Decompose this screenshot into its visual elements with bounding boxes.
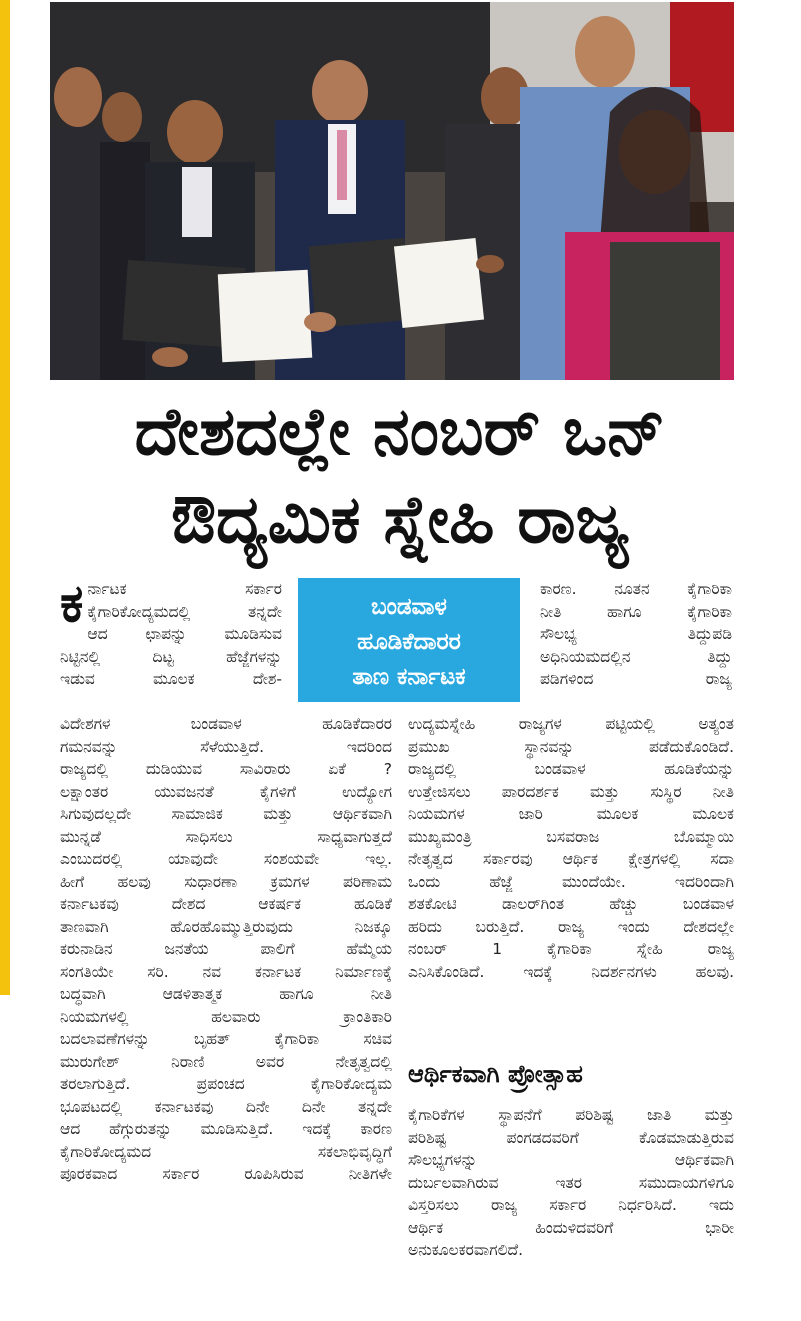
text-line: ಮುನ್ನಡೆ ಸಾಧಿಸಲು ಸಾಧ್ಯವಾಗುತ್ತದೆ [60,827,392,846]
highlight-box [298,578,520,702]
text-line: ಆದ ಛಾಪನ್ನು ಮೂಡಿಸುವ [87,625,282,643]
text-line: ತರಲಾಗುತ್ತಿದೆ. ಪ್ರಪಂಚದ ಕೈಗಾರಿಕೋದ್ಯಮ [60,1075,392,1093]
text-line: ಕೈಗಾರಿಕೋದ್ಯಮದ ಸಕಲಾಭಿವೃದ್ಧಿಗೆ [60,1142,392,1161]
text-line: ಪಡಿಗಳಿಂದ ರಾಜ್ಯ [540,670,732,688]
text-line: ನೀತಿ ಹಾಗೂ ಕೈಗಾರಿಕಾ [540,602,732,621]
text-line: ಕಾರಣ. ನೂತನ ಕೈಗಾರಿಕಾ [540,580,732,598]
headline-line-1: ದೇಶದಲ್ಲೇ ನಂಬರ್ ಒನ್ [134,393,666,470]
text-line: ರಾಜ್ಯದಲ್ಲಿ ದುಡಿಯುವ ಸಾವಿರಾರು ಏಕೆ ? [60,760,392,778]
text-line: ಕೈಗಾರಿಕೆಗಳ ಸ್ಥಾಪನೆಗೆ ಪರಿಶಿಷ್ಟ ಜಾತಿ ಮತ್ತು [408,1106,734,1124]
article-right-top-column [540,578,732,691]
yellow-margin-bar [0,0,10,995]
text-line: ಬದ್ಧವಾಗಿ ಆಡಳಿತಾತ್ಮಕ ಹಾಗೂ ನೀತಿ [60,985,392,1003]
subheading: ಆರ್ಥಿಕವಾಗಿ ಪ್ರೋತ್ಸಾಹ [408,1060,583,1088]
text-line: ಪರಿಶಿಷ್ಟ ಪಂಗಡದವರಿಗೆ ಕೊಡಮಾಡುತ್ತಿರುವ [408,1128,734,1147]
text-line: ಕರ್ನಾಟಕವು ದೇಶದ ಆಕರ್ಷಕ ಹೂಡಿಕೆ [60,895,392,913]
text-line: ಸಿಗುವುದಲ್ಲದೇ ಸಾಮಾಜಿಕ ಮತ್ತು ಆರ್ಥಿಕವಾಗಿ [60,805,392,823]
text-line: ಇಡುವ ಮೂಲಕ ದೇಶ- [60,670,282,688]
text-line: ವಿದೇಶಗಳ ಬಂಡವಾಳ ಹೂಡಿಕೆದಾರರ [60,715,392,733]
photo-illustration [50,2,734,380]
text-line: ಭೂಪಟದಲ್ಲಿ ಕರ್ನಾಟಕವು ದಿನೇ ದಿನೇ ತನ್ನದೇ [60,1097,392,1116]
article-left-top-column [60,574,282,691]
highlight-line-2: ಹೂಡಿಕೆದಾರರ [357,629,461,655]
text-line: ಪೂರಕವಾದ ಸರ್ಕಾರ ರೂಪಿಸಿರುವ ನೀತಿಗಳೇ [60,1165,392,1183]
text-line: ಅನುಕೂಲಕರವಾಗಲಿದೆ. [408,1241,524,1259]
text-line: ವಿಸ್ತರಿಸಲು ರಾಜ್ಯ ಸರ್ಕಾರ ನಿರ್ಧರಿಸಿದೆ. ಇದು [408,1196,734,1214]
news-photo [50,2,734,380]
text-line: ಪ್ರಮುಖ ಸ್ಥಾನವನ್ನು ಪಡೆದುಕೊಂಡಿದೆ. [408,737,734,756]
text-line: ಸಂಗತಿಯೇ ಸರಿ. ನವ ಕರ್ನಾಟಕ ನಿರ್ಮಾಣಕ್ಕೆ [60,962,392,981]
article-bottom-column [408,1104,734,1262]
text-line: ಹರಿದು ಬರುತ್ತಿದೆ. ರಾಜ್ಯ ಇಂದು ದೇಶದಲ್ಲೇ [408,917,734,936]
text-line: ಒಂದು ಹೆಜ್ಜೆ ಮುಂದೆಯೇ. ಇದರಿಂದಾಗಿ [408,872,734,891]
text-line: ಮುಖ್ಯಮಂತ್ರಿ ಬಸವರಾಜ ಬೊಮ್ಮಾಯಿ [408,827,734,846]
text-line: ಶತಕೋಟಿ ಡಾಲರ್‌ಗಿಂತ ಹೆಚ್ಚು ಬಂಡವಾಳ [408,895,734,913]
text-line: ಗಮನವನ್ನು ಸೆಳೆಯುತ್ತಿದೆ. ಇದರಿಂದ [60,737,392,756]
text-line: ನೇತೃತ್ವದ ಸರ್ಕಾರವು ಆರ್ಥಿಕ ಕ್ಷೇತ್ರಗಳಲ್ಲಿ ಸದಾ [408,850,734,868]
text-line: ಉದ್ಯಮಸ್ನೇಹಿ ರಾಜ್ಯಗಳ ಪಟ್ಟಿಯಲ್ಲಿ ಅತ್ಯಂತ [408,715,734,733]
text-line: ಅಧಿನಿಯಮದಲ್ಲಿನ ತಿದ್ದು [540,647,732,666]
text-line: ಹೀಗೆ ಹಲವು ಸುಧಾರಣಾ ಕ್ರಮಗಳ ಪರಿಣಾಮ [60,872,392,891]
text-line: ಬದಲಾವಣೆಗಳನ್ನು ಬೃಹತ್ ಕೈಗಾರಿಕಾ ಸಚಿವ [60,1030,392,1048]
article-left-column [60,713,392,1186]
text-line: ದುರ್ಬಲವಾಗಿರುವ ಇತರ ಸಮುದಾಯಗಳಿಗೂ [408,1173,734,1192]
text-line: ಸೌಲಭ್ಯಗಳನ್ನು ಆರ್ಥಿಕವಾಗಿ [408,1151,734,1169]
headline [40,388,760,564]
headline-line-2: ಔದ್ಯಮಿಕ ಸ್ನೇಹಿ ರಾಜ್ಯ [170,481,630,558]
highlight-line-1: ಬಂಡವಾಳ [371,594,447,620]
text-line: ರ್ನಾಟಕ ಸರ್ಕಾರ [87,580,282,598]
text-line: ರಾಜ್ಯದಲ್ಲಿ ಬಂಡವಾಳ ಹೂಡಿಕೆಯನ್ನು [408,760,734,778]
text-line: ನಿಯಮಗಳಲ್ಲಿ ಹಲವಾರು ಕ್ರಾಂತಿಕಾರಿ [60,1007,392,1026]
text-line: ತಾಣವಾಗಿ ಹೊರಹೊಮ್ಮುತ್ತಿರುವುದು ನಿಜಕ್ಕೂ [60,917,392,936]
text-line: ನಿಟ್ಟಿನಲ್ಲಿ ದಿಟ್ಟ ಹೆಜ್ಜೆಗಳನ್ನು [60,647,282,666]
text-line: ಕೈಗಾರಿಕೋದ್ಯಮದಲ್ಲಿ ತನ್ನದೇ [87,602,282,621]
text-line: ಮುರುಗೇಶ್ ನಿರಾಣಿ ಅವರ ನೇತೃತ್ವದಲ್ಲಿ [60,1052,392,1071]
text-line: ಆರ್ಥಿಕ ಹಿಂದುಳಿದವರಿಗೆ ಭಾರೀ [408,1218,734,1237]
text-line: ಲಕ್ಷಾಂತರ ಯುವಜನತೆ ಕೈಗಳಿಗೆ ಉದ್ಯೋಗ [60,782,392,801]
text-line: ನಂಬರ್ 1 ಕೈಗಾರಿಕಾ ಸ್ನೇಹಿ ರಾಜ್ಯ [408,940,734,958]
text-line: ಎನಿಸಿಕೊಂಡಿದೆ. ಇದಕ್ಕೆ ನಿದರ್ಶನಗಳು ಹಲವು. [408,962,734,981]
text-line: ಎಂಬುದರಲ್ಲಿ ಯಾವುದೇ ಸಂಶಯವೇ ಇಲ್ಲ. [60,850,392,868]
text-line: ನಿಯಮಗಳ ಜಾರಿ ಮೂಲಕ ಮೂಲಕ [408,805,734,823]
highlight-line-3: ತಾಣ ಕರ್ನಾಟಕ [352,664,466,690]
article-right-column [408,713,734,983]
text-line: ಸೌಲಭ್ಯ ತಿದ್ದುಪಡಿ [540,625,732,643]
text-line: ಕರುನಾಡಿನ ಜನತೆಯ ಪಾಲಿಗೆ ಹೆಮ್ಮೆಯ [60,940,392,958]
text-line: ಉತ್ತೇಜಿಸಲು ಪಾರದರ್ಶಕ ಮತ್ತು ಸುಸ್ಥಿರ ನೀತಿ [408,782,734,801]
dropcap: ಕ [60,574,84,634]
text-line: ಆದ ಹೆಗ್ಗುರುತನ್ನು ಮೂಡಿಸುತ್ತಿದೆ. ಇದಕ್ಕೆ ಕಾರಣ [60,1120,392,1138]
